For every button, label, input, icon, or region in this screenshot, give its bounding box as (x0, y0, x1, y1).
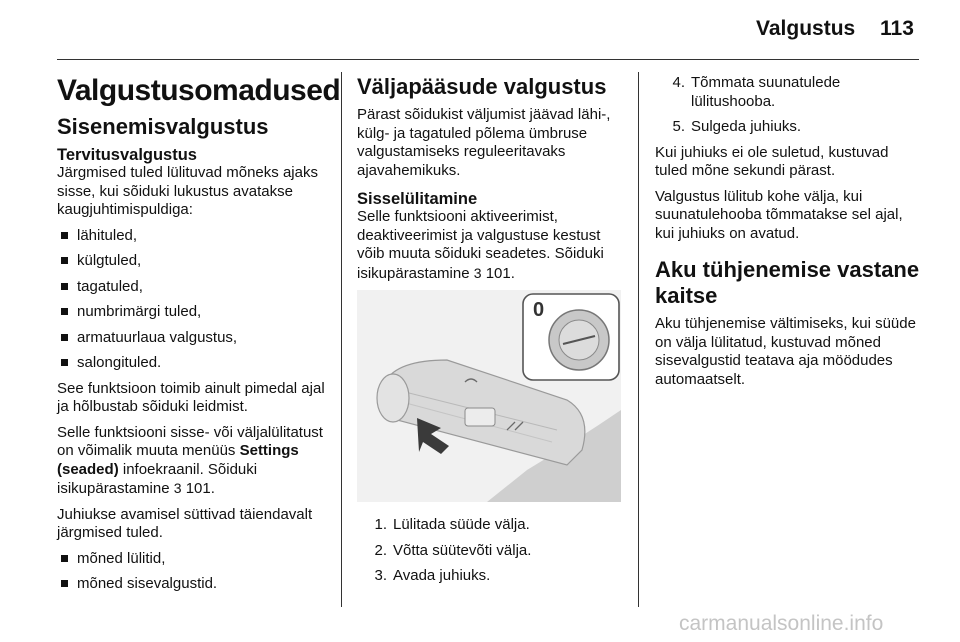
lights-list (57, 227, 325, 373)
cross-reference-page[interactable]: 101. (485, 264, 515, 282)
list-item: lähituled, (57, 227, 325, 246)
subsection-title: Aku tühjenemise vastane kaitse (655, 257, 920, 308)
bullet-icon (61, 257, 68, 264)
list-item: armatuurlaua valgustus, (57, 329, 325, 348)
list-item: tagatuled, (57, 278, 325, 297)
bullet-icon (61, 334, 68, 341)
section-title: Valgustusomadused (57, 74, 341, 107)
paragraph: Pärast sõidukist väljumist jäävad lähi-, külg- ja tagatuled põlema ümbruse valgustamiseks reguleeritavaks ajavahemikuks. (357, 106, 611, 179)
sub-subsection-title: Sisselülitamine (357, 190, 478, 208)
paragraph: Valgustus lülitub kohe välja, kui suunatulehooba tõmmatakse sel ajal, kui juhiuks on avatud. (655, 187, 903, 242)
list-item: salongituled. (57, 354, 325, 373)
bullet-icon (61, 308, 68, 315)
lever-illustration-image (357, 290, 621, 502)
paragraph: Juhiukse avamisel süttivad täiendavalt järgmised tuled. (57, 505, 313, 541)
watermark: carmanualsonline.info (679, 612, 884, 635)
cross-reference-page[interactable]: 101. (185, 480, 215, 497)
bullet-icon (61, 283, 68, 290)
list-item: 4. Tõmmata suunatulede lülitushooba. (672, 74, 841, 110)
subsection-title: Väljapääsude valgustus (357, 74, 607, 99)
sub-subsection-title: Tervitusvalgustus (57, 146, 197, 164)
settings-paragraph: Selle funktsiooni sisse- või väljalülitatust on võimalik muuta menüüs Settings (seaded) infoekraanil. Sõiduki isikupärastamine 3 101. (57, 423, 323, 497)
paragraph: Aku tühjenemise vältimiseks, kui süüde on välja lülitatud, kustuvad mõned sisevalgustid teatava aja möödudes automaatselt. (655, 315, 916, 388)
header-rule (57, 59, 919, 60)
settings-menu-label: Settings (seaded) (57, 442, 299, 478)
intro-paragraph: Järgmised tuled lülituvad mõneks ajaks sisse, kui sõiduki lukustus avatakse kaugjuhtimispuldiga: (57, 164, 318, 218)
list-item: 5. Sulgeda juhiuks. (672, 118, 802, 135)
page-header-title: Valgustus (756, 17, 856, 40)
cross-reference-arrow-icon: 3 (473, 264, 482, 281)
list-item: 3. Avada juhiuks. (374, 567, 491, 584)
cross-reference-arrow-icon: 3 (173, 480, 182, 496)
paragraph: See funktsioon toimib ainult pimedal ajal ja hõlbustab sõiduki leidmist. (57, 379, 325, 415)
column-divider-2 (638, 72, 639, 607)
paragraph: Selle funktsiooni aktiveerimist, deaktiveerimist ja valgustuse kestust võib muuta sõiduki seadetes. Sõiduki isikupärastamine 3 101. (357, 208, 604, 282)
column-2 (357, 74, 625, 593)
bullet-icon (61, 580, 68, 587)
paragraph: Kui juhiuks ei ole suletud, kustuvad tuled mõne sekundi pärast. (655, 143, 889, 179)
bullet-icon (61, 232, 68, 239)
bullet-icon (61, 555, 68, 562)
extra-lights-list (57, 550, 325, 594)
list-item: külgtuled, (57, 252, 325, 271)
bullet-icon (61, 359, 68, 366)
list-item: mõned lülitid, (57, 550, 325, 569)
list-item: mõned sisevalgustid. (57, 575, 325, 594)
ignition-position-label: 0 (533, 299, 545, 321)
list-item: 2. Võtta süütevõti välja. (374, 541, 532, 559)
subsection-title: Sisenemisvalgustus (57, 114, 269, 139)
column-1 (57, 74, 341, 601)
list-item: numbrimärgi tuled, (57, 303, 325, 322)
steps-list-1 (357, 516, 625, 586)
column-divider-1 (341, 72, 342, 607)
lever-switch-illustration (357, 290, 621, 502)
steps-list-2 (655, 74, 923, 137)
list-item: 1. Lülitada süüde välja. (374, 516, 530, 533)
column-3 (655, 74, 923, 396)
page-number: 113 (880, 17, 914, 40)
